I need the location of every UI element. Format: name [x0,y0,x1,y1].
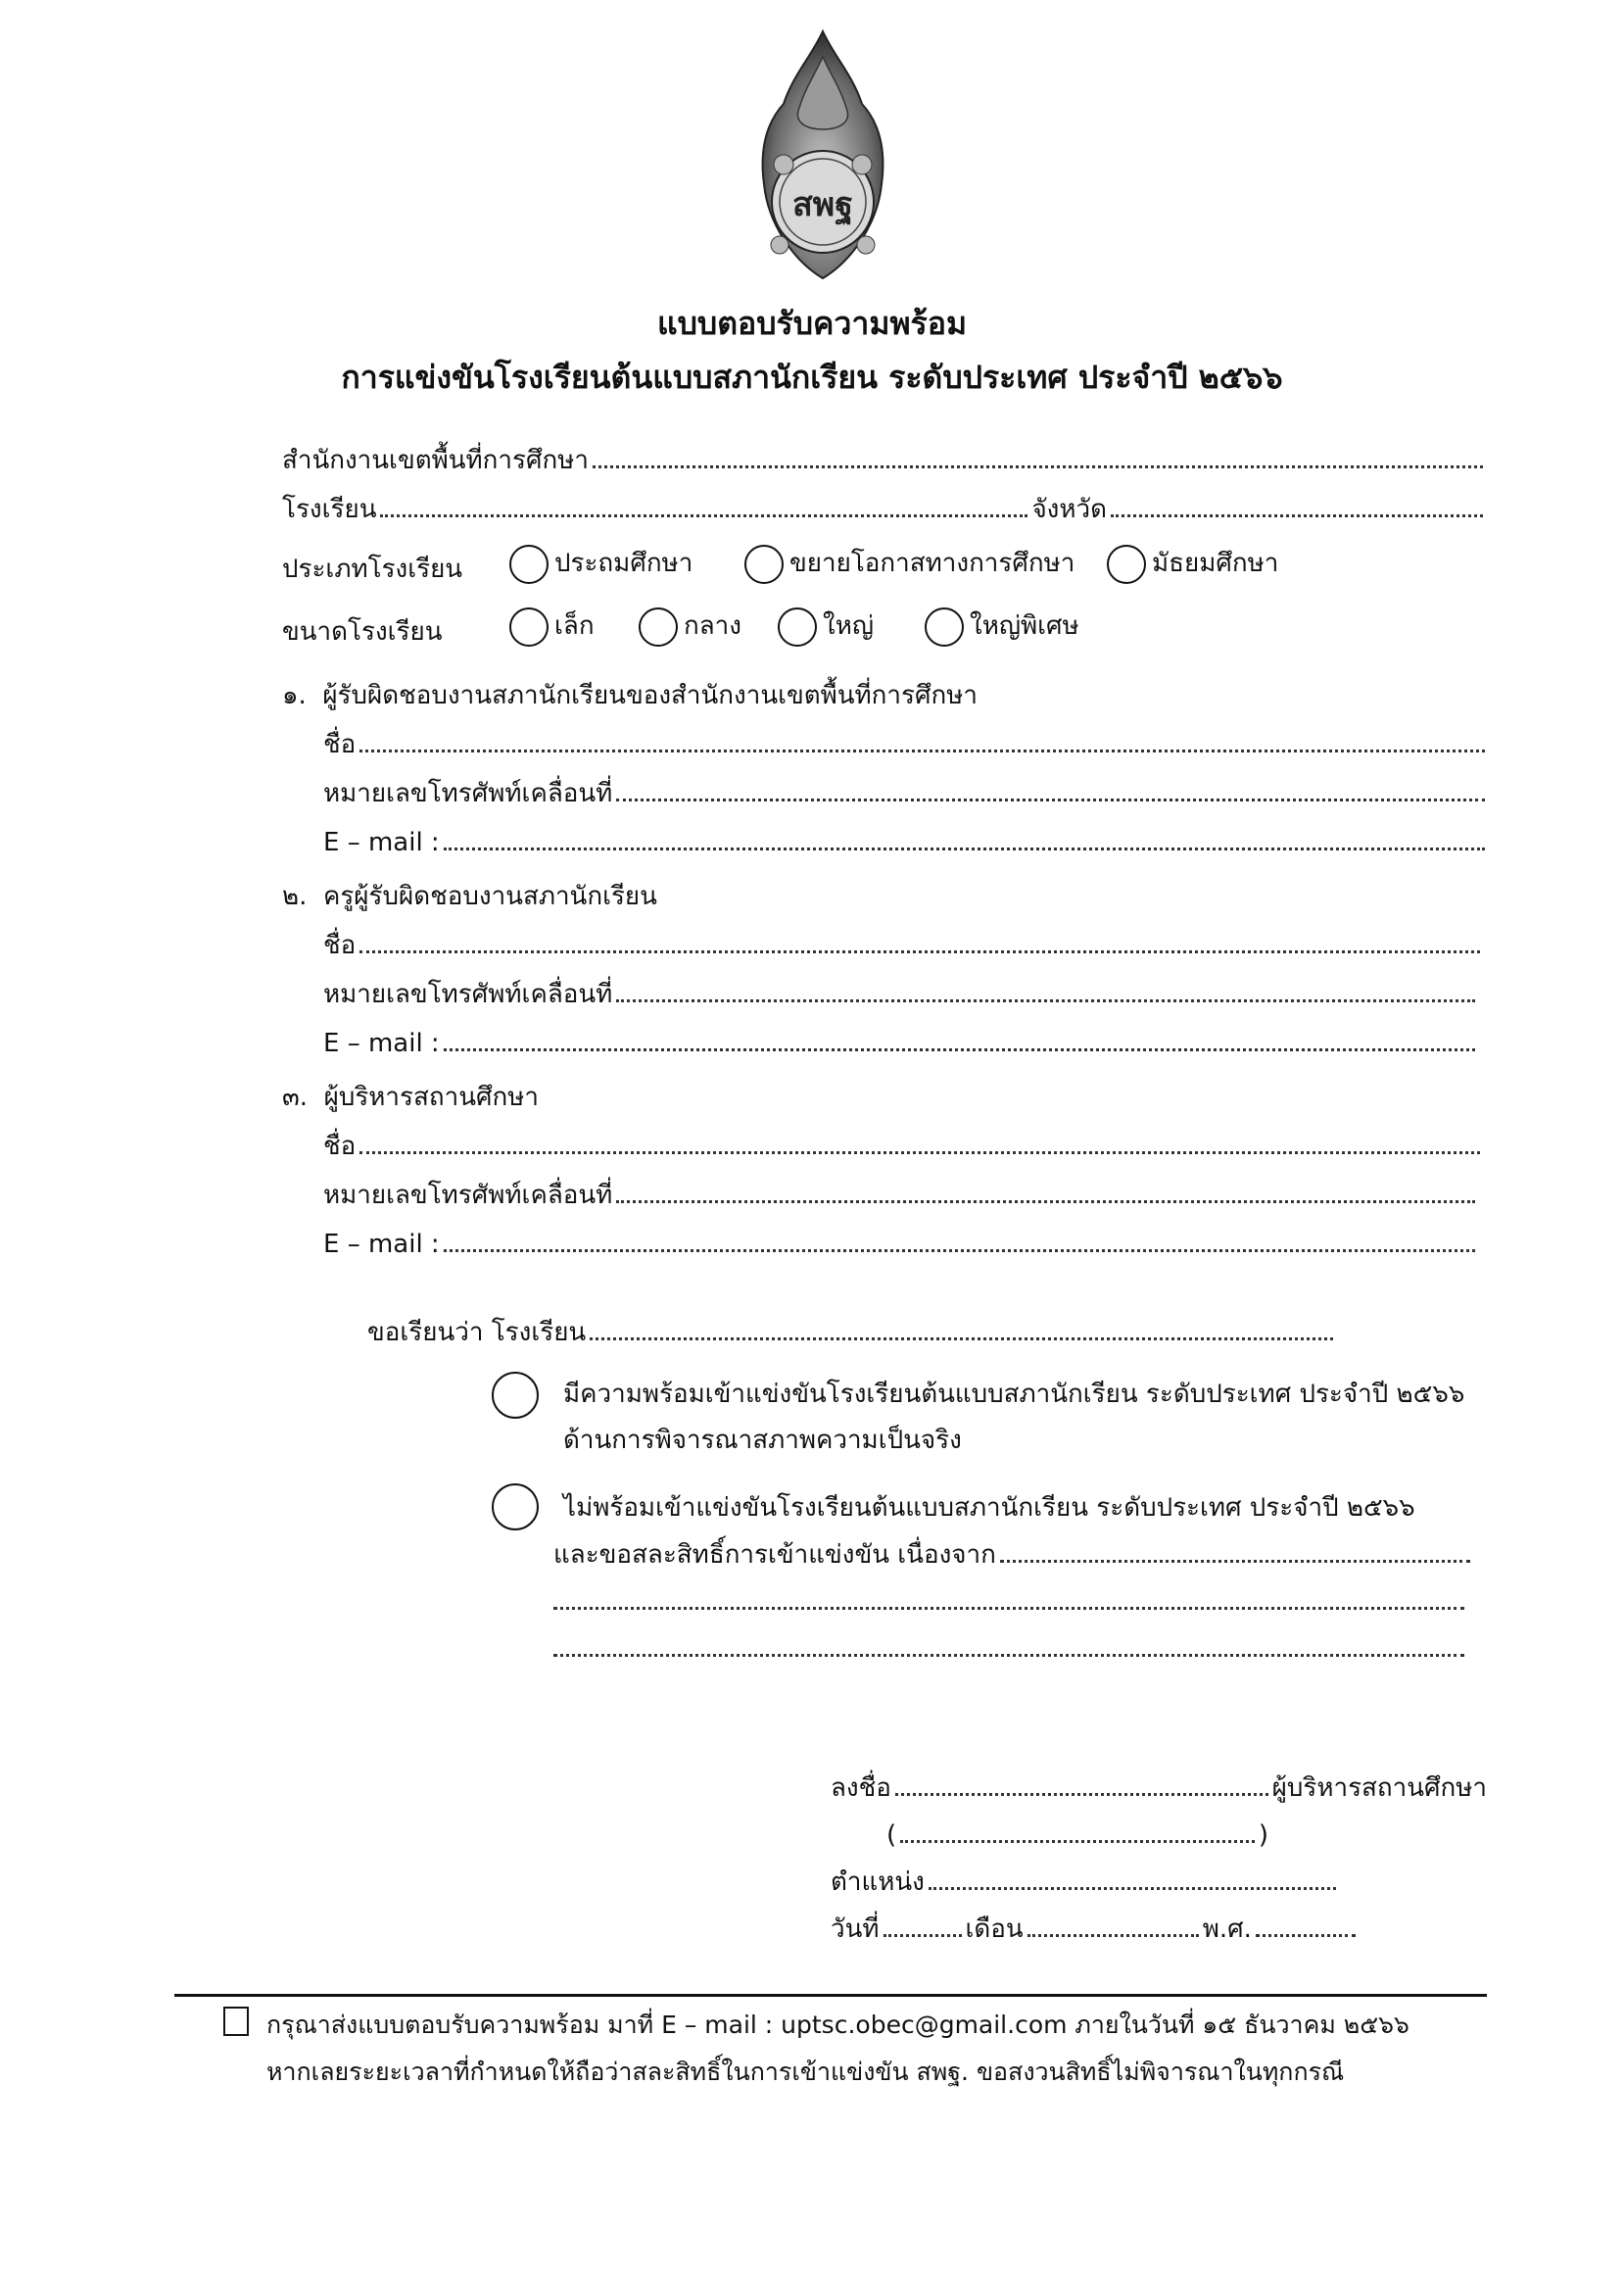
section-2-phone-field[interactable] [323,980,1479,1010]
signature-line[interactable] [895,1793,1268,1796]
section-2-heading [282,882,657,912]
school-size-option-medium[interactable] [639,607,741,647]
province-line[interactable] [1111,514,1483,517]
reason-line-3[interactable] [553,1654,1464,1657]
name-line[interactable] [359,1151,1480,1154]
ready-text-2: ด้านการพิจารณาสภาพความเป็นจริง [563,1426,962,1455]
radio-circle[interactable] [639,607,678,647]
school-size-option-large[interactable] [778,607,874,647]
school-size-label: ขนาดโรงเรียน [282,617,443,647]
reason-line-2[interactable] [553,1607,1464,1610]
month-label: เดือน [965,1914,1024,1944]
day-label: วันที่ [831,1914,880,1944]
school-type-option-extended[interactable] [744,545,1075,584]
phone-label: หมายเลขโทรศัพท์เคลื่อนที่ [323,779,613,808]
radio-circle[interactable] [744,545,784,584]
radio-circle[interactable] [778,607,817,647]
footer-note-2: หากเลยระยะเวลาที่กำหนดให้ถือว่าสละสิทธิ์ในการเข้าแข่งขัน สพฐ. ขอสงวนสิทธิ์ไม่พิจารณาในทุกกรณี [266,2058,1345,2086]
section-number: ๓. [282,1083,309,1112]
date-row[interactable] [831,1914,1360,1945]
phone-line[interactable] [616,999,1475,1002]
footer-divider [174,1994,1487,1997]
section-3-heading [282,1083,539,1113]
radio-circle[interactable] [925,607,964,647]
phone-label: หมายเลขโทรศัพท์เคลื่อนที่ [323,1181,613,1210]
section-1-name-field[interactable] [323,730,1489,760]
form-title: แบบตอบรับความพร้อม [656,305,968,342]
school-line[interactable] [380,514,1027,517]
email-label: E – mail : [323,828,440,857]
email-label: E – mail : [323,1029,440,1058]
area-office-field[interactable] [282,446,1487,476]
area-office-line[interactable] [593,465,1483,468]
not-ready-text-1: ไม่พร้อมเข้าแข่งขันโรงเรียนต้นแบบสภานักเรียน ระดับประเทศ ประจำปี ๒๕๖๖ [563,1493,1415,1523]
ready-text-1: มีความพร้อมเข้าแข่งขันโรงเรียนต้นแบบสภานักเรียน ระดับประเทศ ประจำปี ๒๕๖๖ [563,1380,1465,1409]
sign-label: ลงชื่อ [831,1773,891,1803]
phone-line[interactable] [616,799,1485,801]
option-label: ขยายโอกาสทางการศึกษา [789,549,1075,579]
position-label: ตำแหน่ง [831,1867,925,1897]
phone-line[interactable] [616,1200,1475,1203]
signer-name-row[interactable] [886,1820,1268,1851]
radio-circle[interactable] [509,545,549,584]
section-3-name-field[interactable] [323,1132,1484,1162]
school-type-option-primary[interactable] [509,545,693,584]
reason-line-1[interactable] [1000,1560,1470,1563]
year-label: พ.ศ. [1202,1914,1252,1944]
reason-line-2-wrap [553,1587,1469,1617]
month-line[interactable] [1027,1934,1199,1937]
name-line[interactable] [359,750,1485,752]
school-label: โรงเรียน [282,495,377,524]
name-label: ชื่อ [323,1132,357,1161]
request-school-line[interactable] [590,1337,1333,1340]
school-size-option-extra-large[interactable] [925,607,1079,647]
obec-emblem-logo [754,27,891,282]
ready-radio[interactable] [492,1372,539,1419]
phone-label: หมายเลขโทรศัพท์เคลื่อนที่ [323,980,613,1009]
option-label: เล็ก [554,611,595,642]
signature-row[interactable] [831,1773,1487,1804]
paren-open: ( [886,1820,897,1850]
section-1-email-field[interactable] [323,828,1489,858]
request-school-field[interactable] [367,1318,1337,1348]
option-label: ใหญ่ [823,611,874,642]
email-line[interactable] [444,1249,1475,1252]
not-ready-radio[interactable] [492,1483,539,1530]
school-type-label: ประเภทโรงเรียน [282,555,463,584]
section-2-email-field[interactable] [323,1029,1479,1059]
not-ready-text-2: และขอสละสิทธิ์การเข้าแข่งขัน เนื่องจาก [553,1540,996,1570]
paren-close: ) [1258,1820,1268,1850]
school-size-option-small[interactable] [509,607,595,647]
school-province-row [282,495,1487,525]
section-1-heading [282,681,978,711]
position-line[interactable] [929,1887,1336,1890]
section-title: ผู้รับผิดชอบงานสภานักเรียนของสำนักงานเขตพื้นที่การศึกษา [322,681,978,710]
position-row[interactable] [831,1867,1340,1898]
year-line[interactable] [1256,1934,1356,1937]
footer-note-1: กรุณาส่งแบบตอบรับความพร้อม มาที่ E – mail : uptsc.obec@gmail.com ภายในวันที่ ๑๕ ธันวาคม ๒๕๖๖ [266,2011,1409,2039]
option-label: ใหญ่พิเศษ [970,611,1079,642]
section-title: ครูผู้รับผิดชอบงานสภานักเรียน [322,882,657,911]
footer-checkbox[interactable] [223,2007,249,2036]
not-ready-reason-field[interactable] [553,1540,1474,1571]
option-label: ประถมศึกษา [554,549,693,579]
section-3-phone-field[interactable] [323,1181,1479,1211]
signer-name-line[interactable] [900,1840,1255,1843]
school-type-option-secondary[interactable] [1107,545,1278,584]
section-3-email-field[interactable] [323,1230,1479,1260]
email-line[interactable] [444,848,1485,850]
form-subtitle: การแข่งขันโรงเรียนต้นแบบสภานักเรียน ระดับประเทศ ประจำปี ๒๕๖๖ [341,359,1283,396]
province-label: จังหวัด [1031,495,1107,524]
area-office-label: สำนักงานเขตพื้นที่การศึกษา [282,446,589,475]
reason-line-3-wrap [553,1634,1469,1664]
radio-circle[interactable] [1107,545,1146,584]
option-label: กลาง [684,611,741,642]
radio-circle[interactable] [509,607,549,647]
section-number: ๑. [282,681,307,710]
email-line[interactable] [444,1048,1475,1051]
name-label: ชื่อ [323,730,357,759]
section-2-name-field[interactable] [323,931,1484,961]
section-1-phone-field[interactable] [323,779,1489,809]
section-number: ๒. [282,882,308,911]
name-label: ชื่อ [323,931,357,960]
signer-role: ผู้บริหารสถานศึกษา [1271,1773,1487,1803]
svg-text:สพฐ: สพฐ [792,185,853,224]
request-label: ขอเรียนว่า โรงเรียน [367,1318,587,1347]
section-title: ผู้บริหารสถานศึกษา [323,1083,539,1112]
option-label: มัธยมศึกษา [1152,549,1279,579]
day-line[interactable] [884,1934,962,1937]
email-label: E – mail : [323,1230,440,1259]
name-line[interactable] [359,950,1480,953]
